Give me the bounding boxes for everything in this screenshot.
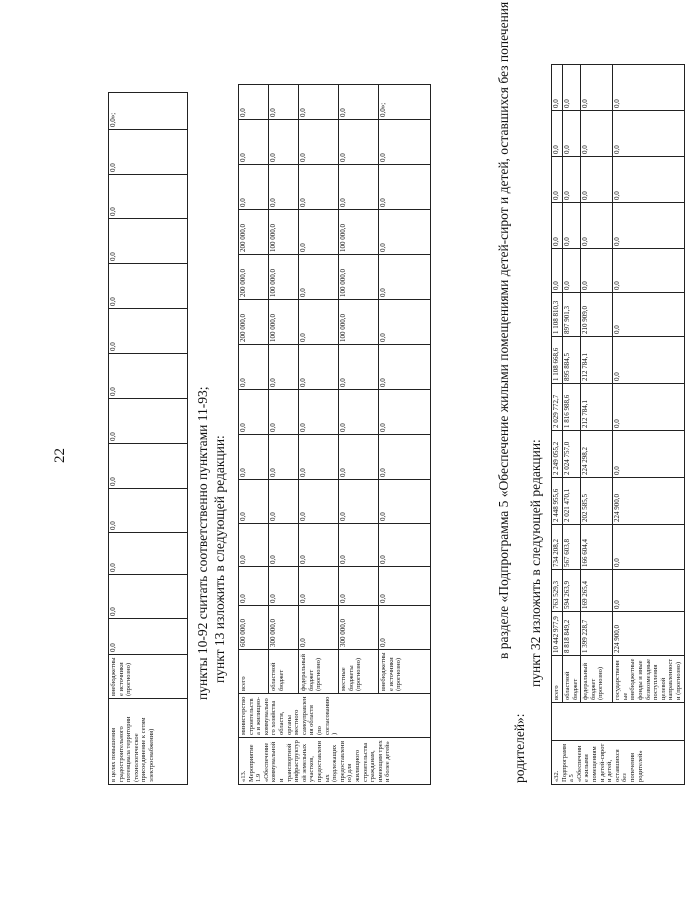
source-cell: областной бюджет: [269, 650, 299, 694]
table-cell: 0,0: [613, 431, 684, 478]
table-cell: 0,0: [239, 85, 269, 120]
paragraph-item-32: пункт 32 изложить в следующей редакции:: [528, 439, 543, 687]
table-cell: 2 029 772,7: [552, 384, 563, 431]
table-cell: 0,0: [563, 65, 581, 111]
table-cell: 0,0: [299, 480, 339, 524]
table-cell: 0,0: [299, 85, 339, 120]
source-cell: федеральный бюджет (прогнозно): [299, 650, 339, 694]
table-row: [552, 65, 563, 785]
table-cell: 169 265,4: [581, 570, 613, 612]
table-cell: 0,0: [299, 524, 339, 567]
table-cell: 734 208,2: [552, 525, 563, 570]
source-cell: всего: [239, 650, 269, 694]
table-cell: 212 784,1: [581, 384, 613, 431]
table-cell: 0,0: [339, 390, 379, 435]
table-cell: 0,0: [379, 210, 431, 255]
table-cell: 0,0: [239, 435, 269, 480]
table-cell: 0,0: [109, 219, 188, 264]
table-cell: 0,0: [552, 249, 563, 293]
table-cell: 0,0: [613, 337, 684, 384]
table-cell: 0,0: [299, 255, 339, 300]
table-cell: 0,0: [239, 345, 269, 390]
table-cell: 0,0: [269, 480, 299, 524]
table-cell: 0,0: [379, 300, 431, 345]
table-cell: 0,0: [563, 111, 581, 157]
paragraph-renumber: пункты 10-92 считать соответственно пунктами 11-93;: [195, 386, 210, 700]
table-cell: 2 024 757,0: [563, 431, 581, 478]
table-cell: 0,0: [379, 606, 431, 650]
table-cell: 1 399 228,7: [581, 612, 613, 656]
table-cell: 0,0: [239, 390, 269, 435]
table-cell: 0,0: [552, 203, 563, 249]
table-cell: 0,0: [379, 390, 431, 435]
table-cell: 0,0: [613, 111, 684, 157]
table-cell: 0,0: [109, 130, 188, 175]
table-cell: 0,0: [269, 435, 299, 480]
table-cell: 224 900,0: [613, 478, 684, 525]
table-cell: 2 249 055,2: [552, 431, 563, 478]
table-cell: 0,0: [581, 65, 613, 111]
table-item-32: [551, 64, 685, 785]
table-cell: 0,0: [581, 249, 613, 293]
table-cell: 0,0: [379, 480, 431, 524]
table-cell: 0,0: [109, 354, 188, 399]
table-cell: 0,0: [563, 249, 581, 293]
table-item-13: [238, 84, 431, 785]
table-cell: 0,0: [269, 567, 299, 606]
table-cell: 1 816 988,6: [563, 384, 581, 431]
table-cell: 0,0: [299, 120, 339, 165]
table-cell: 300 000,0: [269, 606, 299, 650]
table-cell: внебюджетные источники (прогнозно): [109, 655, 188, 699]
table-cell: 0,0: [613, 384, 684, 431]
table-row: [613, 65, 684, 785]
table-cell: 0,0: [109, 175, 188, 219]
table-cell: 2 021 470,1: [563, 478, 581, 525]
table-cell: 0,0: [269, 120, 299, 165]
table-cell: 0,0: [339, 120, 379, 165]
table-cell: 0,0: [109, 619, 188, 655]
table-cell: 0,0»;: [109, 93, 188, 130]
table-cell: 212 784,1: [581, 337, 613, 384]
table-cell: 763 529,3: [552, 570, 563, 612]
table-cell: 0,0: [379, 255, 431, 300]
table-cell: 897 901,3: [563, 293, 581, 337]
table-cell: 0,0: [563, 157, 581, 203]
table-cell: 0,0: [239, 524, 269, 567]
table-cell: 0,0: [379, 524, 431, 567]
source-cell: внебюджетные источники (прогнозно): [379, 650, 431, 694]
table-cell: 0,0: [339, 480, 379, 524]
table-cell: 0,0: [339, 524, 379, 567]
table-cell: 0,0: [613, 157, 684, 203]
source-cell: федеральный бюджет (прогнозно): [581, 656, 613, 703]
table-cell: 0,0: [552, 157, 563, 203]
table-cell: 0,0: [299, 390, 339, 435]
table-cell: 200 000,0: [239, 300, 269, 345]
table-cell: 0,0: [269, 165, 299, 210]
paragraph-subprogram-5-cont: родителей»:: [512, 713, 527, 783]
table-cell: 0,0: [299, 165, 339, 210]
table-cell: 0,0: [299, 435, 339, 480]
table-cell: 210 909,0: [581, 293, 613, 337]
table-row: [269, 85, 299, 785]
table-cell: 0,0: [613, 525, 684, 570]
table-cell: 0,0: [552, 65, 563, 111]
table-row: [379, 85, 431, 785]
source-cell: областной бюджет: [563, 656, 581, 703]
table-cell: 0,0»;: [379, 85, 431, 120]
table-row: [563, 65, 581, 785]
table-cell: 100 000,0: [269, 255, 299, 300]
table-cell: 224 900,0: [613, 612, 684, 656]
table-cell: 895 884,5: [563, 337, 581, 384]
subprogram-name-cell: «32. Подпрограмма 5 «Обеспечение жилыми помещениями детей-сирот и детей, оставшихся без попечения родителей»: [552, 741, 685, 785]
table-cell: 0,0: [299, 567, 339, 606]
table-cell: 0,0: [299, 606, 339, 650]
table-cell: 1 108 810,3: [552, 293, 563, 337]
table-cell: 0,0: [299, 300, 339, 345]
table-cell: 0,0: [613, 249, 684, 293]
table-cell: 0,0: [109, 444, 188, 489]
table-cell: 0,0: [339, 85, 379, 120]
table-cell: 0,0: [613, 203, 684, 249]
table-cell: 0,0: [581, 157, 613, 203]
table-row: [581, 65, 613, 785]
paragraph-subprogram-5: в разделе «Подпрограмма 5 «Обеспечение жилыми помещениями детей-сирот и детей, оставшихся без попечения: [496, 1, 511, 659]
table-cell: 0,0: [613, 65, 684, 111]
table-row: [239, 85, 269, 785]
table-cell: 202 585,5: [581, 478, 613, 525]
table-cell: 0,0: [239, 567, 269, 606]
page-number: 22: [52, 448, 68, 463]
table-cell: 1 108 668,6: [552, 337, 563, 384]
executor-cell: [552, 703, 685, 741]
table-cell: 0,0: [109, 399, 188, 444]
table-cell: 0,0: [339, 165, 379, 210]
table-cell: 300 000,0: [339, 606, 379, 650]
source-cell: местные бюджеты (прогнозно): [339, 650, 379, 694]
table-cell: 0,0: [379, 567, 431, 606]
table-cell: 100 000,0: [339, 210, 379, 255]
table-cell: 567 603,8: [563, 525, 581, 570]
table-cell: 0,0: [269, 524, 299, 567]
table-cell: 594 263,9: [563, 570, 581, 612]
table-cell: 0,0: [239, 120, 269, 165]
executor-cell: министерство строительства и жилищно-коммунального хозяйства области, органы местного самоуправления области (по согласованию): [239, 694, 431, 738]
table-cell: в целях повышения градостроительного потенциала территории (технологическое присоединение к сетям электроснабжения): [109, 699, 188, 785]
table-cell: 0,0: [269, 345, 299, 390]
event-name-cell: «13. Мероприятие 1.9 «Обеспечение коммунальной и транспортной инфраструктурой земельных участков, предоставленных (подлежащих предоставлению) для жилищного строительства гражданам, имеющим трех и более детей»: [239, 738, 431, 785]
table-cell: 0,0: [613, 570, 684, 612]
paragraph-item-13: пункт 13 изложить в следующей редакции:: [212, 435, 227, 683]
table-cell: 0,0: [379, 345, 431, 390]
table-cell: 0,0: [379, 435, 431, 480]
table-cell: 100 000,0: [339, 255, 379, 300]
table-row: [299, 85, 339, 785]
table-cell: 100 000,0: [269, 210, 299, 255]
table-cell: 100 000,0: [269, 300, 299, 345]
table-cell: 0,0: [109, 489, 188, 533]
source-cell: всего: [552, 656, 563, 703]
table-cell: 0,0: [299, 345, 339, 390]
table-cell: 100 000,0: [339, 300, 379, 345]
table-cell: 10 442 977,9: [552, 612, 563, 656]
table-cell: 200 000,0: [239, 210, 269, 255]
table-cell: 0,0: [379, 165, 431, 210]
table-cell: 0,0: [339, 567, 379, 606]
table-cell: 0,0: [339, 345, 379, 390]
table-cell: 0,0: [109, 575, 188, 619]
source-cell: государственные внебюджетные фонды и иные безвозмездные поступления целевой направленности (прогнозно): [613, 656, 684, 703]
table-cell: 0,0: [239, 480, 269, 524]
table-row: [339, 85, 379, 785]
table-cell: 0,0: [109, 264, 188, 309]
table-cell: 0,0: [109, 533, 188, 575]
table-cell: 0,0: [581, 111, 613, 157]
table-cell: 2 448 955,6: [552, 478, 563, 525]
table-cell: 0,0: [581, 203, 613, 249]
table-cell: 0,0: [239, 165, 269, 210]
table-cell: 0,0: [613, 293, 684, 337]
table-cell: 0,0: [552, 111, 563, 157]
table-cell: 0,0: [299, 210, 339, 255]
table-cell: 224 298,2: [581, 431, 613, 478]
table-cell: 166 604,4: [581, 525, 613, 570]
table-cell: 0,0: [269, 390, 299, 435]
table-cell: 8 818 849,2: [563, 612, 581, 656]
table-cell: 200 000,0: [239, 255, 269, 300]
table-cell: 0,0: [109, 309, 188, 354]
table-row: [109, 93, 188, 785]
table-cell: 600 000,0: [239, 606, 269, 650]
table-cell: 0,0: [563, 203, 581, 249]
table-top-continuation: [108, 92, 188, 785]
table-cell: 0,0: [269, 85, 299, 120]
table-cell: 0,0: [379, 120, 431, 165]
table-cell: 0,0: [339, 435, 379, 480]
